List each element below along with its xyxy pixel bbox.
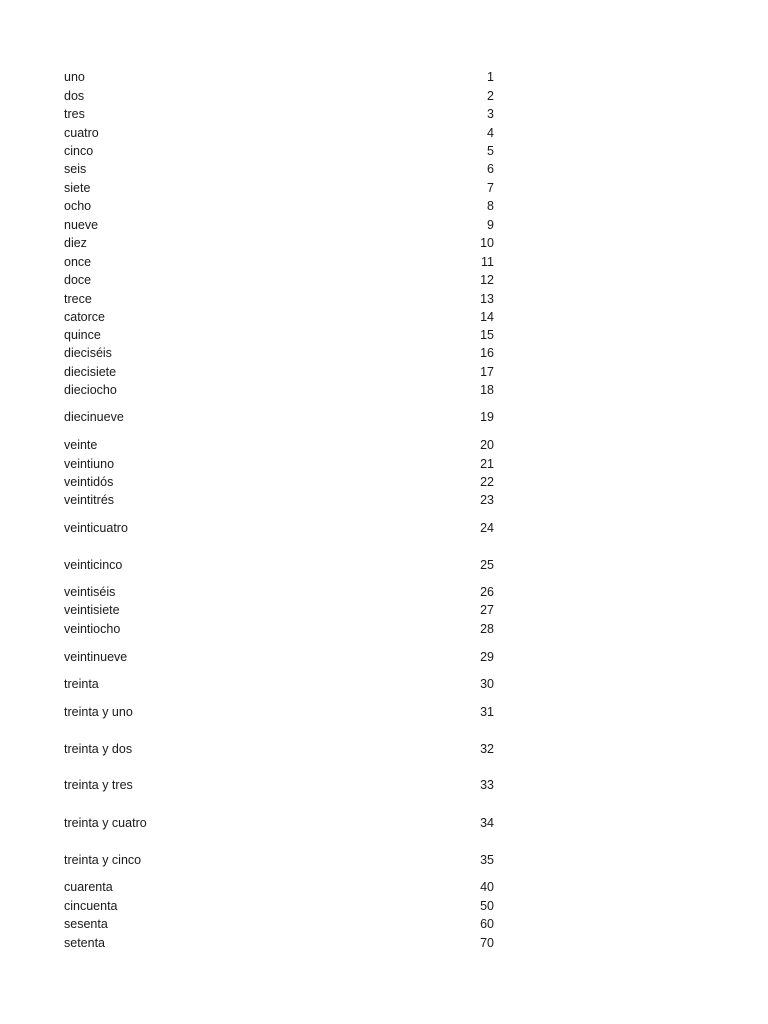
number-value: 7 xyxy=(487,181,494,195)
table-row xyxy=(64,935,496,951)
table-row xyxy=(64,180,496,196)
spanish-word: veintinueve xyxy=(64,650,128,664)
number-value: 8 xyxy=(487,199,494,213)
spanish-word: doce xyxy=(64,273,92,287)
number-value: 22 xyxy=(480,475,494,489)
number-value: 13 xyxy=(480,292,494,306)
number-value: 5 xyxy=(487,144,494,158)
spanish-word: treinta y tres xyxy=(64,778,133,792)
spanish-word: cinco xyxy=(64,144,94,158)
number-value: 70 xyxy=(480,936,494,950)
number-value: 20 xyxy=(480,438,494,452)
spanish-word: quince xyxy=(64,328,101,342)
spanish-word: trece xyxy=(64,292,92,306)
spanish-word: veintidós xyxy=(64,475,114,489)
spanish-word: veintiuno xyxy=(64,457,115,471)
number-value: 10 xyxy=(480,236,494,250)
spanish-word: once xyxy=(64,255,92,269)
spanish-word: veintisiete xyxy=(64,603,120,617)
number-value: 11 xyxy=(481,255,494,269)
spanish-word: cincuenta xyxy=(64,899,118,913)
table-row xyxy=(64,345,496,361)
table-row xyxy=(64,557,496,573)
table-row xyxy=(64,161,496,177)
table-row xyxy=(64,309,496,325)
table-row xyxy=(64,254,496,270)
table-row xyxy=(64,235,496,251)
table-row xyxy=(64,492,496,508)
spanish-word: treinta xyxy=(64,677,99,691)
table-row xyxy=(64,741,496,757)
spanish-word: veinticuatro xyxy=(64,521,128,535)
table-row xyxy=(64,88,496,104)
table-row xyxy=(64,704,496,720)
number-value: 23 xyxy=(480,493,494,507)
table-row xyxy=(64,584,496,600)
number-value: 28 xyxy=(480,622,494,636)
spanish-word: uno xyxy=(64,70,85,84)
spanish-word: cuatro xyxy=(64,126,99,140)
number-value: 19 xyxy=(480,410,494,424)
spanish-word: dieciocho xyxy=(64,383,117,397)
table-row xyxy=(64,327,496,343)
number-value: 27 xyxy=(480,603,494,617)
spanish-word: dos xyxy=(64,89,85,103)
table-row xyxy=(64,676,496,692)
table-row xyxy=(64,815,496,831)
number-value: 29 xyxy=(480,650,494,664)
spanish-word: treinta y dos xyxy=(64,742,133,756)
table-row xyxy=(64,143,496,159)
number-value: 18 xyxy=(480,383,494,397)
number-value: 3 xyxy=(487,107,494,121)
table-row xyxy=(64,382,496,398)
number-value: 9 xyxy=(487,218,494,232)
spanish-word: cuarenta xyxy=(64,880,113,894)
spanish-word: veinte xyxy=(64,438,98,452)
table-row xyxy=(64,125,496,141)
spanish-word: dieciséis xyxy=(64,346,112,360)
spanish-word: treinta y uno xyxy=(64,705,133,719)
number-value: 31 xyxy=(480,705,494,719)
number-value: 33 xyxy=(480,778,494,792)
number-value: 14 xyxy=(480,310,494,324)
spanish-word: catorce xyxy=(64,310,105,324)
number-value: 25 xyxy=(480,558,494,572)
table-row xyxy=(64,456,496,472)
table-row xyxy=(64,520,496,536)
table-row xyxy=(64,437,496,453)
spanish-word: diecisiete xyxy=(64,365,117,379)
table-row xyxy=(64,777,496,793)
table-row xyxy=(64,198,496,214)
spanish-word: setenta xyxy=(64,936,106,950)
spanish-word: veintitrés xyxy=(64,493,115,507)
number-value: 35 xyxy=(480,853,494,867)
table-row xyxy=(64,602,496,618)
number-value: 2 xyxy=(487,89,494,103)
table-row xyxy=(64,474,496,490)
spanish-word: nueve xyxy=(64,218,99,232)
table-row xyxy=(64,649,496,665)
spanish-word: veinticinco xyxy=(64,558,123,572)
spanish-word: ocho xyxy=(64,199,92,213)
table-row xyxy=(64,852,496,868)
table-row xyxy=(64,364,496,380)
spanish-word: treinta y cinco xyxy=(64,853,142,867)
number-value: 12 xyxy=(480,273,494,287)
table-row xyxy=(64,217,496,233)
number-value: 40 xyxy=(480,880,494,894)
number-value: 21 xyxy=(480,457,494,471)
table-row xyxy=(64,272,496,288)
spanish-word: treinta y cuatro xyxy=(64,816,147,830)
number-value: 50 xyxy=(480,899,494,913)
number-value: 17 xyxy=(480,365,494,379)
number-value: 34 xyxy=(480,816,494,830)
number-value: 24 xyxy=(480,521,494,535)
number-value: 6 xyxy=(487,162,494,176)
table-row xyxy=(64,69,496,85)
number-value: 60 xyxy=(480,917,494,931)
number-value: 1 xyxy=(487,70,494,84)
spanish-word: siete xyxy=(64,181,91,195)
spanish-word: diez xyxy=(64,236,87,250)
spanish-word: seis xyxy=(64,162,87,176)
table-row xyxy=(64,291,496,307)
table-row xyxy=(64,106,496,122)
table-row xyxy=(64,916,496,932)
spanish-word: diecinueve xyxy=(64,410,124,424)
number-value: 16 xyxy=(480,346,494,360)
number-value: 26 xyxy=(480,585,494,599)
spanish-word: tres xyxy=(64,107,85,121)
number-value: 4 xyxy=(487,126,494,140)
spanish-word: veintiocho xyxy=(64,622,121,636)
table-row xyxy=(64,621,496,637)
number-value: 15 xyxy=(480,328,494,342)
spanish-word: veintiséis xyxy=(64,585,116,599)
number-value: 32 xyxy=(480,742,494,756)
number-value: 30 xyxy=(480,677,494,691)
table-row xyxy=(64,898,496,914)
spanish-word: sesenta xyxy=(64,917,108,931)
table-row xyxy=(64,879,496,895)
table-row xyxy=(64,409,496,425)
